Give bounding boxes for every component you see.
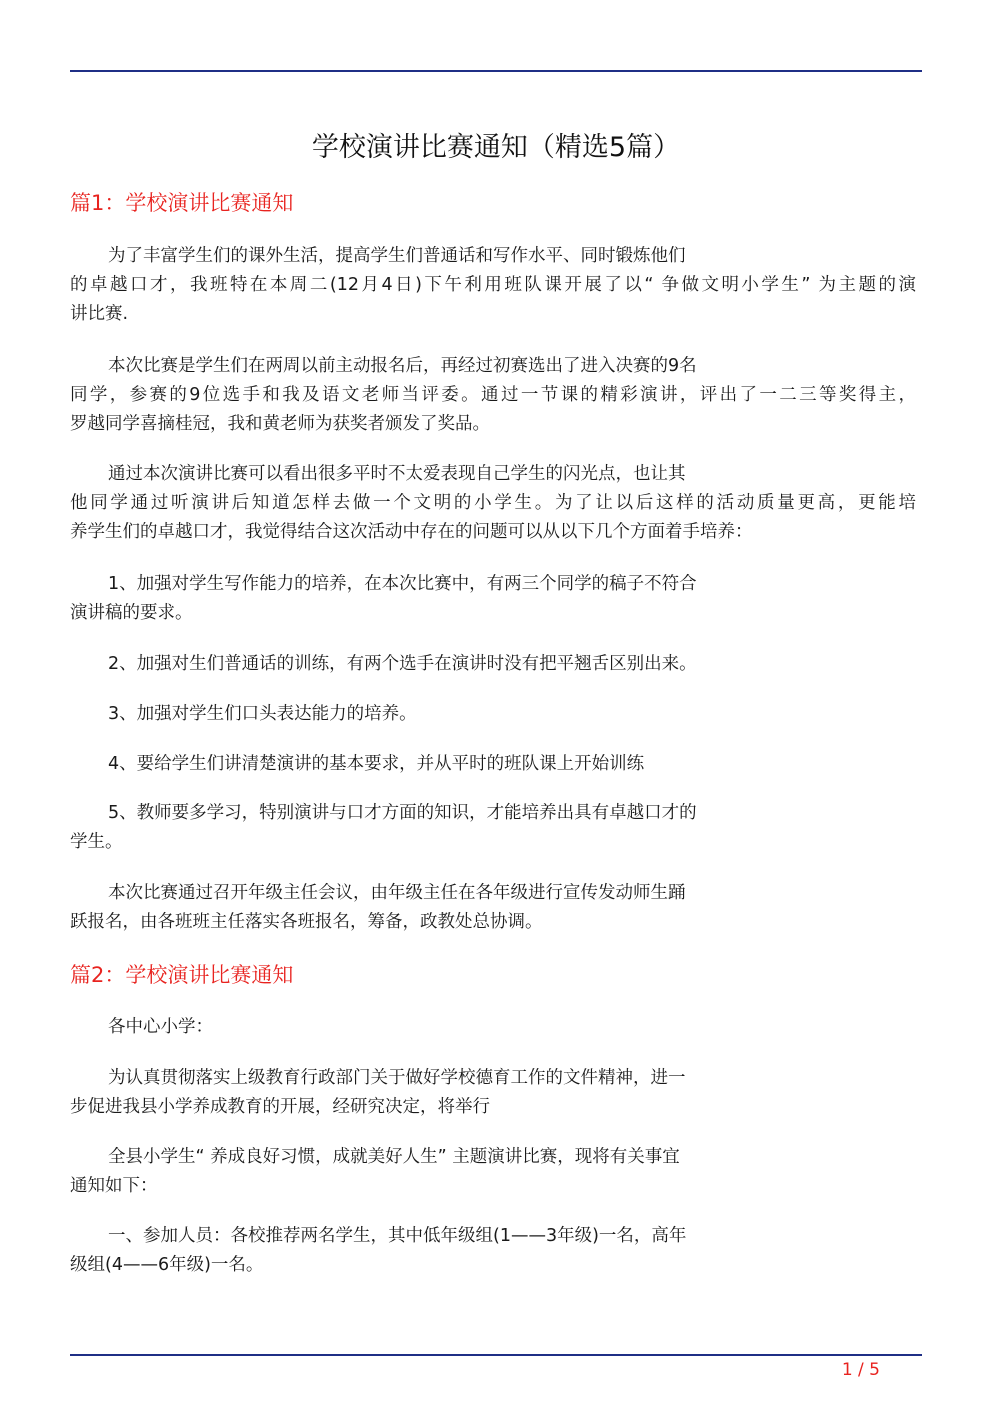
paragraph-line: 级组(4——6年级)一名。 <box>70 1255 264 1275</box>
footer-rule <box>70 1354 922 1356</box>
paragraph-1-5 <box>70 650 916 679</box>
paragraph-line: 他同学通过听演讲后知道怎样去做一个文明的小学生。为了让以后这样的活动质量更高，更能培 <box>70 493 916 513</box>
paragraph-line: 养学生们的卓越口才，我觉得结合这次活动中存在的问题可以从以下几个方面着手培养： <box>70 522 753 542</box>
page-number: 1 / 5 <box>841 1360 880 1380</box>
paragraph-line: 2、加强对生们普通话的训练，有两个选手在演讲时没有把平翘舌区别出来。 <box>108 654 697 674</box>
paragraph-line: 为了丰富学生们的课外生活，提高学生们普通话和写作水平、同时锻炼他们 <box>108 246 686 266</box>
paragraph-line: 跃报名，由各班班主任落实各班报名，筹备，政教处总协调。 <box>70 912 543 932</box>
paragraph-2-1 <box>70 1013 916 1042</box>
paragraph-line: 通过本次演讲比赛可以看出很多平时不太爱表现自己学生的闪光点，也让其 <box>108 464 686 484</box>
paragraph-line: 3、加强对学生们口头表达能力的培养。 <box>108 704 417 724</box>
paragraph-2-3 <box>70 1143 916 1201</box>
paragraph-1-4 <box>70 570 916 628</box>
header-rule <box>70 70 922 72</box>
paragraph-1-8 <box>70 799 916 857</box>
paragraph-line: 罗越同学喜摘桂冠，我和黄老师为获奖者颁发了奖品。 <box>70 414 490 434</box>
paragraph-line: 本次比赛通过召开年级主任会议，由年级主任在各年级进行宣传发动师生踊 <box>108 883 686 903</box>
paragraph-1-9 <box>70 879 916 937</box>
paragraph-line: 一、参加人员：各校推荐两名学生，其中低年级组(1——3年级)一名，高年 <box>108 1226 687 1246</box>
paragraph-2-4 <box>70 1222 916 1280</box>
paragraph-2-2 <box>70 1064 916 1122</box>
page-title: 学校演讲比赛通知（精选5篇） <box>311 132 681 163</box>
paragraph-line: 的卓越口才，我班特在本周二(12月4日)下午利用班队课开展了以“ 争做文明小学生” 为主题的演 <box>70 275 916 295</box>
paragraph-line: 5、教师要多学习，特别演讲与口才方面的知识，才能培养出具有卓越口才的 <box>108 803 697 823</box>
paragraph-line: 演讲稿的要求。 <box>70 603 193 623</box>
paragraph-line: 步促进我县小学养成教育的开展，经研究决定，将举行 <box>70 1097 490 1117</box>
paragraph-line: 本次比赛是学生们在两周以前主动报名后，再经过初赛选出了进入决赛的9名 <box>108 356 697 376</box>
paragraph-line: 讲比赛. <box>70 304 129 324</box>
paragraph-line: 同学，参赛的9位选手和我及语文老师当评委。通过一节课的精彩演讲，评出了一二三等奖得主， <box>70 385 916 405</box>
paragraph-line: 各中心小学： <box>108 1017 213 1037</box>
paragraph-line: 1、加强对学生写作能力的培养，在本次比赛中，有两三个同学的稿子不符合 <box>108 574 697 594</box>
paragraph-1-6 <box>70 700 916 729</box>
paragraph-1-3 <box>70 460 916 547</box>
section-heading-1: 篇1：学校演讲比赛通知 <box>70 191 294 215</box>
paragraph-1-1 <box>70 242 916 329</box>
paragraph-line: 4、要给学生们讲清楚演讲的基本要求，并从平时的班队课上开始训练 <box>108 754 645 774</box>
paragraph-line: 全县小学生“ 养成良好习惯，成就美好人生” 主题演讲比赛，现将有关事宜 <box>108 1147 680 1167</box>
section-heading-2: 篇2：学校演讲比赛通知 <box>70 963 294 987</box>
paragraph-1-7 <box>70 750 916 779</box>
paragraph-line: 学生。 <box>70 832 123 852</box>
paragraph-line: 通知如下： <box>70 1176 158 1196</box>
paragraph-1-2 <box>70 352 916 439</box>
paragraph-line: 为认真贯彻落实上级教育行政部门关于做好学校德育工作的文件精神，进一 <box>108 1068 686 1088</box>
